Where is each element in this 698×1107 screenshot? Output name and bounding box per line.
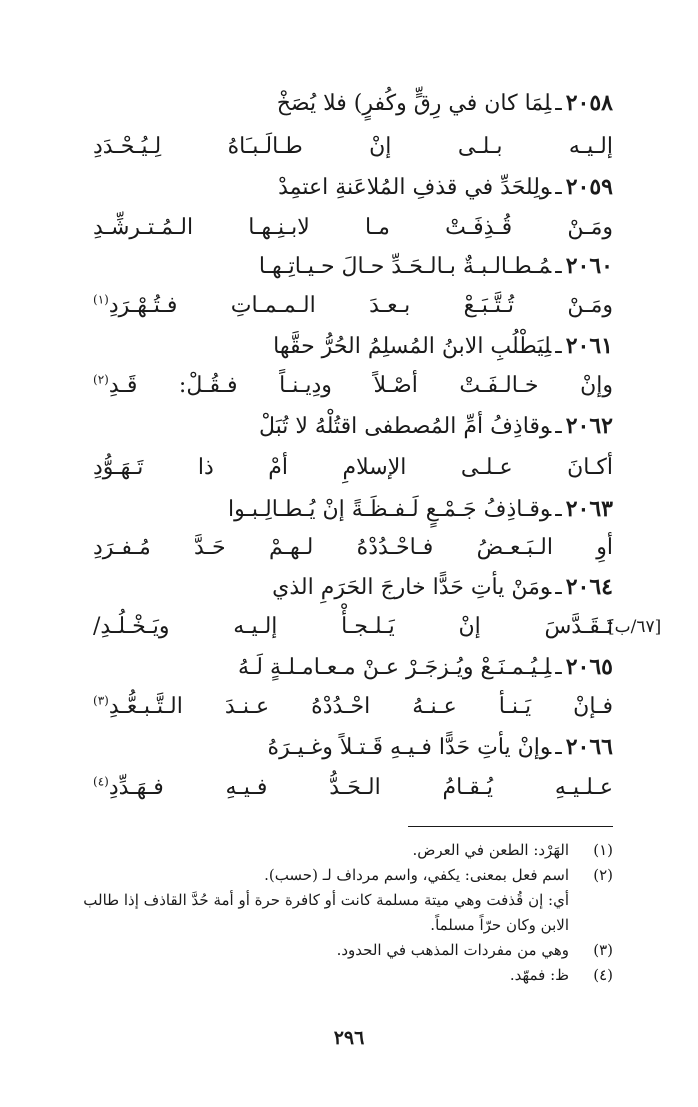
- verse-ajuz: [93, 773, 613, 803]
- verse-second-hemistich: فـإنْ يَـنـأ عـنـهُ احْـدُدْهُ عـنـدَ الـتَّـبـعُّـدِ: [108, 694, 613, 719]
- verse-second-hemistich: تَـقَـدَّسَ إنْ يَـلـجـأْ إلـيـه ويَـخْـلُـدِ/: [93, 614, 613, 639]
- verse-number: ٢٠٦١: [565, 333, 613, 359]
- footnote-reference: (٢): [93, 372, 109, 387]
- manuscript-folio-marker: [٦٧/ب]: [608, 617, 662, 637]
- footnote-number: (٤): [593, 966, 613, 984]
- verse-first-hemistich: لِمَا كان في رِقٍّ وكُفرٍ) فلا يُصَخْ: [276, 91, 552, 116]
- footnotes: [1, 838, 613, 988]
- footnote-reference: (٤): [93, 774, 109, 789]
- verse-ajuz: [93, 453, 613, 483]
- verse-second-hemistich: عـلـيـهِ يُـقـامُ الـحَـدُّ فـيـهِ فـهَـدِّدِ: [108, 775, 613, 800]
- verse-second-hemistich: أوِ الـبَـعـضُ فـاحْـدُدْهُ لـهـمْ حَـدَّ مُـفـرَدِ: [93, 535, 613, 560]
- verse-number: ٢٠٦٦: [565, 734, 613, 760]
- verse-sadr: ٢٠٥٩ـولِلحَدِّ في قذفِ المُلاعَنةِ اعتمِدْ: [278, 174, 613, 200]
- verse-ajuz: [93, 533, 613, 563]
- verse-sadr: ٢٠٦٠ـمُـطـالـبـةٌ بـالـحَـدِّ حـالَ حـيـاتِـهـا: [258, 253, 613, 279]
- verse-second-hemistich: ومَـنْ قُـذِفَـتْ مـا لابـنِـهـا الـمُـتـرشِّـدِ: [93, 215, 613, 240]
- verse-ajuz: [93, 291, 613, 321]
- verse-first-hemistich: مُـطـالـبـةٌ بـالـحَـدِّ حـالَ حـيـاتِـهـا: [258, 254, 552, 279]
- verse-number: ٢٠٦٢: [565, 413, 613, 439]
- verse-second-hemistich: أكـانَ عـلـى الإسلامِ أمْ ذا تَـهَـوُّدِ: [93, 455, 613, 480]
- footnote: [1, 863, 613, 888]
- verse-ajuz: [93, 213, 613, 243]
- footnote-line: الابن وكان حرّاً مسلماً.: [430, 916, 569, 934]
- page-number: ٢٩٦: [333, 1027, 365, 1049]
- verse-ajuz: [93, 692, 613, 722]
- verse-first-hemistich: وقاذِفُ أمِّ المُصطفى اقتُلْهُ لا تُبَلْ: [258, 414, 552, 439]
- verse-number: ٢٠٦٥: [565, 654, 613, 680]
- footnote-text: وهي من مفردات المذهب في الحدود.: [336, 941, 569, 959]
- verse-second-hemistich: إلـيـه بـلـى إنْ طـالَـبـَاهُ لِـيُـحْـدَدِ: [93, 134, 613, 159]
- verse-sadr: ٢٠٦٢ـوقاذِفُ أمِّ المُصطفى اقتُلْهُ لا تُبَلْ: [258, 413, 613, 439]
- verse-number: ٢٠٦٤: [565, 574, 613, 600]
- footnote-text: ظ: فمهّد.: [509, 966, 569, 984]
- footnote-reference: (٣): [93, 693, 109, 708]
- footnote-number: (٢): [593, 866, 613, 884]
- footnote: [1, 963, 613, 988]
- verse-sadr: ٢٠٦٦ـوإنْ يأتِ حَدًّا فـيـهِ قَـتـلاً وغـيـرَهُ: [267, 734, 613, 760]
- verse-sadr: ٢٠٦٣ـوقـاذِفُ جَـمْـعٍ لَـفـظَـةً إنْ يُـطـالِـبـوا: [228, 496, 613, 522]
- verse-first-hemistich: ومَنْ يأتِ حَدًّا خارجَ الحَرَمِ الذي: [272, 575, 552, 600]
- verse-number: ٢٠٦٠: [565, 253, 613, 279]
- footnote-line: أي: إن قُذفت وهي ميتة مسلمة كانت أو كافرة حرة أو أمة حُدَّ القاذف إذا طالب: [83, 891, 569, 909]
- verse-second-hemistich: ومَـنْ تُـتَّـبَـعْ بـعـدَ الـمـمـاتِ فـتُـهْـرَدِ: [108, 293, 613, 318]
- footnote-text: الهَرْد: الطعن في العرض.: [412, 841, 569, 859]
- verse-number: ٢٠٥٩: [565, 174, 613, 200]
- footnote-reference: (١): [93, 292, 109, 307]
- verse-ajuz: [93, 132, 613, 162]
- footnote-number: (٣): [593, 941, 613, 959]
- verse-ajuz: [93, 371, 613, 401]
- footnote-number: (١): [593, 841, 613, 859]
- verse-number: ٢٠٥٨: [565, 90, 613, 116]
- verse-first-hemistich: وإنْ يأتِ حَدًّا فـيـهِ قَـتـلاً وغـيـرَهُ: [267, 735, 552, 760]
- verse-first-hemistich: ولِلحَدِّ في قذفِ المُلاعَنةِ اعتمِدْ: [278, 175, 552, 200]
- footnote: [1, 838, 613, 863]
- verse-sadr: ٢٠٦٥ـلِـيُـمـنَـعْ ويُـزجَـرْ عـنْ مـعـامـلـةٍ لَـهُ: [238, 654, 613, 680]
- verse-first-hemistich: لِيَطْلُبِ الابنُ المُسلِمُ الحُرُّ حقَّها: [273, 334, 552, 359]
- verse-sadr: ٢٠٦١ـلِيَطْلُبِ الابنُ المُسلِمُ الحُرُّ حقَّها: [273, 333, 613, 359]
- verse-second-hemistich: وإنْ خـالـفَـتْ أصْـلاً ودِيـنـاً فـقُـلْ: قَـدِ: [108, 373, 613, 398]
- footnote: [1, 938, 613, 963]
- footnote-text: اسم فعل بمعنى: يكفي، واسم مرداف لـ (حسب).: [264, 866, 569, 884]
- verse-number: ٢٠٦٣: [565, 496, 613, 522]
- verse-first-hemistich: وقـاذِفُ جَـمْـعٍ لَـفـظَـةً إنْ يُـطـالِـبـوا: [228, 497, 552, 522]
- verse-sadr: ٢٠٥٨ـلِمَا كان في رِقٍّ وكُفرٍ) فلا يُصَخْ: [276, 90, 613, 116]
- footnote-continuation: [1, 888, 613, 938]
- verse-first-hemistich: لِـيُـمـنَـعْ ويُـزجَـرْ عـنْ مـعـامـلـةٍ لَـهُ: [238, 655, 552, 680]
- verse-sadr: ٢٠٦٤ـومَنْ يأتِ حَدًّا خارجَ الحَرَمِ الذي: [272, 574, 613, 600]
- verse-ajuz: [93, 612, 613, 642]
- footnote-text: [1, 888, 569, 938]
- footnote-divider: [408, 826, 613, 827]
